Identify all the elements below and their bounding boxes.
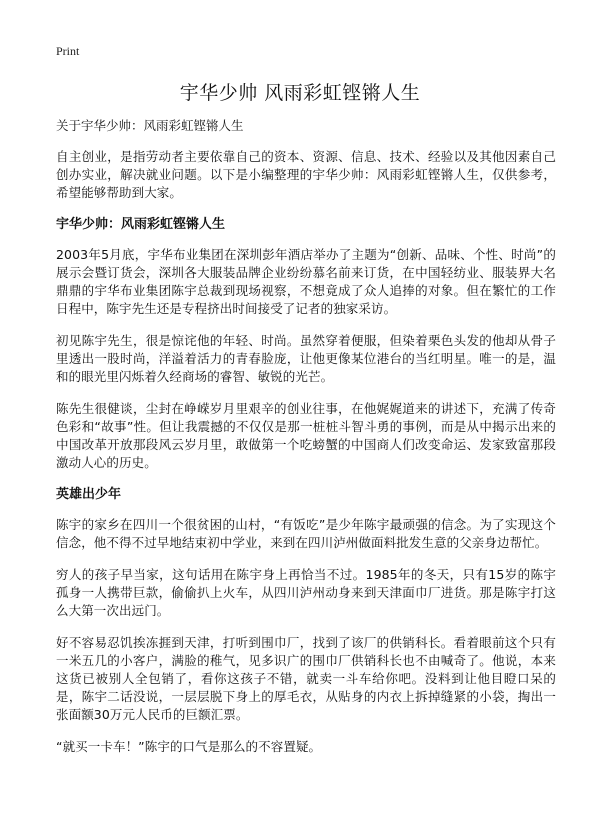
- section-heading-2: 英雄出少年: [56, 487, 122, 502]
- section2-paragraph-3: 好不容易忍饥挨冻捱到天津，打听到围巾厂，找到了该厂的供销科长。看着眼前这个只有一米五几的小客户，满脸的稚气，见多识广的围巾厂供销科长也不由喊奇了。他说，本来这货已被别人全包销了，看你这孩子不错，就卖一斗车给你吧。没料到让他目瞪口呆的是，陈宇二话没说，一层层脱下身上的厚毛衣，从贴身的内衣上拆掉缝紧的小袋，掏出一张面额30万元人民币的巨额汇票。: [56, 635, 556, 722]
- intro-paragraph: 自主创业，是指劳动者主要依靠自己的资本、资源、信息、技术、经验以及其他因素自己创办实业，解决就业问题。以下是小编整理的宇华少帅：风雨彩虹铿锵人生，仅供参考，希望能够帮助到大家。: [56, 149, 556, 200]
- article-title: 宇华少帅 风雨彩虹铿锵人生: [179, 82, 421, 104]
- section2-paragraph-4: “就买一卡车！”陈宇的口气是那么的不容置疑。: [56, 739, 322, 754]
- section2-paragraph-1: 陈宇的家乡在四川一个很贫困的山村，“有饭吃”是少年陈宇最顽强的信念。为了实现这个信念，他不得不过早地结束初中学业，来到在四川泸州做面料批发生意的父亲身边帮忙。: [56, 517, 556, 550]
- section-heading-1: 宇华少帅：风雨彩虹铿锵人生: [56, 217, 226, 232]
- article-body: [56, 117, 556, 770]
- section1-paragraph-2: 初见陈宇先生，很是惊诧他的年轻、时尚。虽然穿着便服，但染着栗色头发的他却从骨子里透出一股时尚，洋溢着活力的青春脸庞，让他更像某位港台的当红明星。唯一的是，温和的眼光里闪烁着久经商场的睿智、敏锐的光芒。: [56, 333, 556, 384]
- section1-paragraph-3: 陈先生很健谈，尘封在峥嵘岁月里艰辛的创业往事，在他娓娓道来的讲述下，充满了传奇色彩和“故事”性。但让我震撼的不仅仅是那一桩桩斗智斗勇的事例，而是从中揭示出来的中国改革开放那段风云岁月里，敢做第一个吃螃蟹的中国商人们改变命运、发家致富那段激动人心的历史。: [56, 401, 556, 470]
- article-about-line: 关于宇华少帅：风雨彩虹铿锵人生: [56, 118, 244, 133]
- print-link[interactable]: Print: [56, 44, 80, 58]
- section1-paragraph-1: 2003年5月底，宇华布业集团在深圳彭年酒店举办了主题为“创新、品味、个性、时尚”的展示会暨订货会，深圳各大服装品牌企业纷纷慕名前来订货，在中国轻纺业、服装界大名鼎鼎的宇华布业集团陈宇总裁到现场视察，不想竟成了众人追捧的对象。但在繁忙的工作日程中，陈宇先生还是专程挤出时间接受了记者的独家采访。: [56, 247, 556, 316]
- section2-paragraph-2: 穷人的孩子早当家，这句话用在陈宇身上再恰当不过。1985年的冬天，只有15岁的陈宇孤身一人携带巨款，偷偷扒上火车，从四川泸州动身来到天津面巾厂进货。那是陈宇打这么大第一次出远门。: [56, 567, 556, 618]
